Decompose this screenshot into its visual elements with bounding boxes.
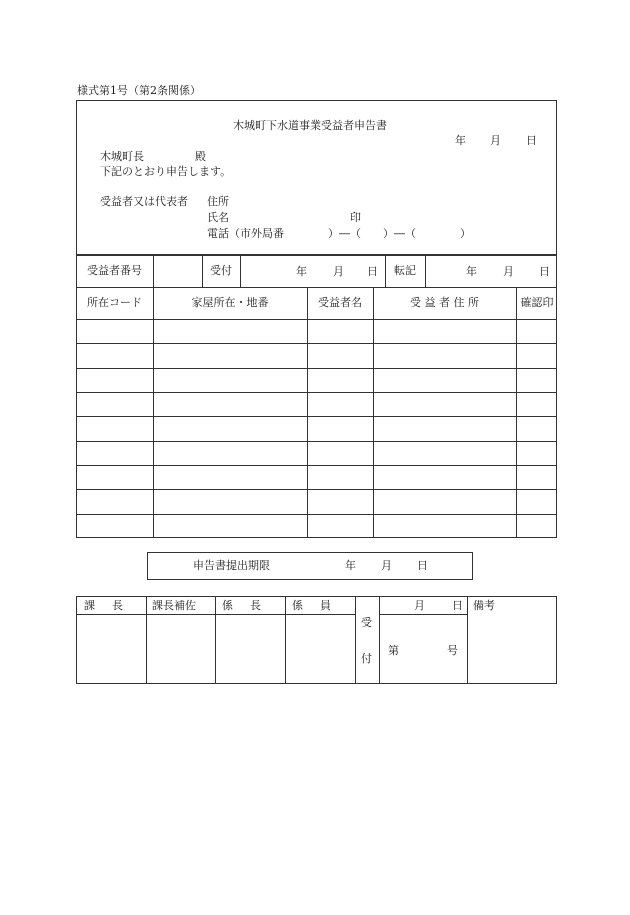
honorific: 殿 — [195, 150, 206, 163]
table-cell[interactable] — [307, 489, 373, 513]
deadline-year: 年 — [345, 559, 356, 572]
table-cell[interactable] — [516, 368, 557, 392]
transcription-year: 年 — [466, 265, 477, 278]
date-month: 月 — [490, 134, 501, 147]
table-cell[interactable] — [76, 514, 153, 538]
addressee: 木城町長 — [100, 150, 144, 163]
table-cell[interactable] — [516, 343, 557, 367]
table-cell[interactable] — [76, 465, 153, 489]
reception-year: 年 — [296, 265, 307, 278]
applicant-label: 受益者又は代表者 — [100, 195, 188, 208]
divider — [355, 596, 356, 684]
seal-mark: 印 — [350, 211, 361, 224]
col-confirmation-seal: 確認印 — [520, 296, 554, 309]
beneficiary-number-label: 受益者番号 — [87, 264, 142, 277]
table-cell[interactable] — [373, 392, 516, 416]
table-cell[interactable] — [307, 416, 373, 440]
deadline-day: 日 — [417, 559, 428, 572]
table-cell[interactable] — [373, 343, 516, 367]
table-cell[interactable] — [516, 416, 557, 440]
receipt-label-bottom: 付 — [361, 652, 372, 665]
receipt-day: 日 — [452, 599, 463, 612]
table-cell[interactable] — [307, 441, 373, 465]
reception-label: 受付 — [210, 264, 232, 277]
section-chief-label: 課 長 — [84, 599, 126, 612]
table-cell[interactable] — [516, 392, 557, 416]
form-number: 様式第1号（第2条関係） — [77, 84, 201, 97]
divider — [240, 255, 241, 287]
table-cell[interactable] — [153, 343, 307, 367]
table-cell[interactable] — [516, 514, 557, 538]
col-beneficiary-address: 受 益 者 住 所 — [410, 296, 479, 309]
table-cell[interactable] — [76, 441, 153, 465]
col-house-location: 家屋所在・地番 — [191, 296, 269, 309]
table-cell[interactable] — [153, 465, 307, 489]
reception-month: 月 — [333, 265, 344, 278]
staff-label: 係 員 — [292, 599, 334, 612]
table-cell[interactable] — [307, 343, 373, 367]
table-cell[interactable] — [153, 489, 307, 513]
table-cell[interactable] — [153, 319, 307, 343]
divider — [467, 596, 468, 684]
receipt-number-suffix: 号 — [447, 644, 458, 657]
table-cell[interactable] — [153, 392, 307, 416]
table-cell[interactable] — [373, 514, 516, 538]
deputy-chief-label: 課長補佐 — [152, 599, 196, 612]
transcription-day: 日 — [539, 265, 550, 278]
table-cell[interactable] — [76, 368, 153, 392]
deadline-label: 申告書提出期限 — [193, 559, 270, 572]
table-cell[interactable] — [373, 416, 516, 440]
date-year: 年 — [455, 134, 466, 147]
table-cell[interactable] — [76, 416, 153, 440]
beneficiary-number-field[interactable] — [153, 255, 202, 287]
table-cell[interactable] — [307, 392, 373, 416]
table-cell[interactable] — [516, 441, 557, 465]
table-cell[interactable] — [373, 489, 516, 513]
divider — [285, 596, 286, 684]
divider — [146, 596, 147, 684]
table-cell[interactable] — [373, 368, 516, 392]
col-location-code: 所在コード — [87, 296, 142, 309]
table-cell[interactable] — [373, 441, 516, 465]
table-cell[interactable] — [153, 416, 307, 440]
table-cell[interactable] — [516, 465, 557, 489]
intro-text: 下記のとおり申告します。 — [100, 165, 232, 178]
table-cell[interactable] — [76, 343, 153, 367]
deadline-month: 月 — [381, 559, 392, 572]
divider — [425, 255, 426, 287]
table-cell[interactable] — [516, 489, 557, 513]
table-cell[interactable] — [516, 319, 557, 343]
table-cell[interactable] — [373, 465, 516, 489]
table-cell[interactable] — [76, 489, 153, 513]
divider — [215, 596, 216, 684]
table-cell[interactable] — [307, 465, 373, 489]
subsection-chief-label: 係 長 — [222, 599, 264, 612]
reception-day: 日 — [367, 265, 378, 278]
transcription-label: 転記 — [394, 264, 416, 277]
table-cell[interactable] — [153, 368, 307, 392]
phone-label: 電話（市外局番 ）―（ ）―（ ） — [207, 227, 471, 240]
table-cell[interactable] — [153, 441, 307, 465]
date-day: 日 — [526, 134, 537, 147]
receipt-month: 月 — [414, 599, 425, 612]
table-cell[interactable] — [307, 368, 373, 392]
receipt-label-top: 受 — [361, 616, 372, 629]
table-cell[interactable] — [76, 319, 153, 343]
receipt-number-prefix: 第 — [388, 644, 399, 657]
table-cell[interactable] — [307, 514, 373, 538]
col-beneficiary-name: 受益者名 — [318, 296, 362, 309]
table-cell[interactable] — [307, 319, 373, 343]
transcription-month: 月 — [503, 265, 514, 278]
remarks-label: 備考 — [473, 599, 495, 612]
divider — [379, 596, 380, 684]
name-label: 氏名 — [207, 211, 229, 224]
approval-header-divider — [379, 614, 468, 615]
table-cell[interactable] — [153, 514, 307, 538]
form-title: 木城町下水道事業受益者申告書 — [233, 119, 387, 132]
table-cell[interactable] — [373, 319, 516, 343]
table-cell[interactable] — [76, 392, 153, 416]
address-label: 住所 — [207, 195, 229, 208]
